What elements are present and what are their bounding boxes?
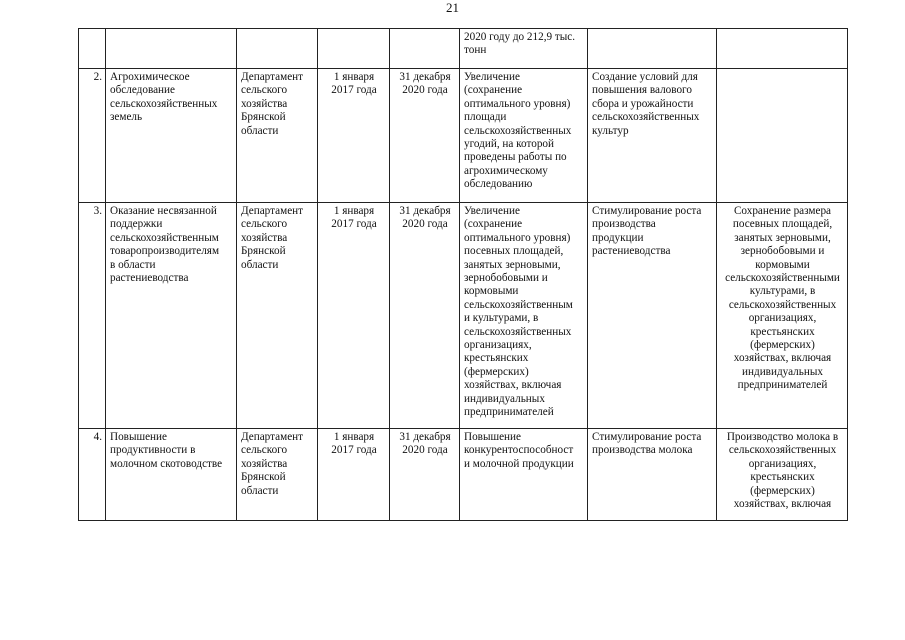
cell-text-line: (фермерских)	[750, 339, 815, 352]
cell-text-line: сельскохозяйственных	[464, 124, 572, 137]
cell-text-line: хозяйства	[241, 457, 288, 470]
cell-text-line: занятых зерновыми,	[734, 231, 831, 244]
table-row	[79, 69, 848, 203]
cell-text-line: тонн	[464, 44, 487, 57]
cell-text-line: сельского	[241, 218, 288, 231]
cell-text-line: Увеличение	[464, 71, 520, 83]
cell-text-line: Департамент	[241, 431, 304, 443]
cell-text-line: Повышение	[464, 431, 521, 443]
cell-text-line: угодий, на которой	[464, 138, 555, 151]
cell-text-line: хозяйствах, включая	[464, 379, 562, 392]
cell-text-line: 2020 года	[402, 444, 448, 457]
table-row	[79, 203, 848, 429]
cell-text-line: Оказание несвязанной	[110, 205, 217, 217]
cell-expected-result	[460, 429, 588, 521]
cell-text-line: Департамент	[241, 71, 304, 83]
cell-start-date	[318, 429, 390, 521]
cell-indicator	[717, 69, 848, 203]
cell-text-line: сельскохозяйственным	[464, 298, 573, 311]
cell-expected-result	[460, 29, 588, 69]
cell-text-line: производства молока	[592, 444, 693, 457]
cell-text-line: зернобобовыми и	[464, 272, 548, 285]
cell-text-line: 2020 года	[402, 218, 448, 231]
cell-text-line: 2020 году до 212,9 тыс.	[464, 31, 576, 43]
cell-link	[588, 29, 717, 69]
cell-text-line: сельскохозяйственных	[110, 97, 218, 110]
cell-text-line: Создание условий для	[592, 71, 698, 83]
cell-text-line: 2017 года	[331, 84, 377, 97]
cell-text-line: поддержки	[110, 218, 163, 231]
cell-text-line: земель	[110, 111, 143, 124]
cell-measure-name	[106, 29, 237, 69]
cell-text-line: Брянской	[241, 471, 286, 484]
cell-text-line: посевных площадей,	[464, 245, 564, 258]
cell-indicator	[717, 429, 848, 521]
cell-text-line: организациях,	[748, 312, 817, 325]
cell-link	[588, 69, 717, 203]
cell-expected-result	[460, 203, 588, 429]
cell-end-date	[390, 429, 460, 521]
cell-text-line: Брянской	[241, 245, 286, 258]
cell-text-line: области	[241, 124, 279, 137]
cell-text-line: культурами, в	[749, 285, 816, 298]
cell-text-line: предпринимателей	[464, 406, 554, 419]
cell-text-line: области	[241, 258, 279, 271]
cell-measure-name	[106, 69, 237, 203]
cell-text-line: сельскохозяйственных	[728, 444, 837, 457]
cell-text-line: и молочной продукции	[464, 457, 574, 470]
cell-text-line: сельскохозяйственным	[110, 231, 219, 244]
cell-text-line: 2017 года	[331, 444, 377, 457]
cell-text-line: 31 декабря	[399, 431, 451, 443]
cell-row-number: 4.	[79, 429, 106, 521]
cell-text-line: Производство молока в	[726, 431, 839, 443]
cell-text-line: (сохранение	[464, 218, 523, 231]
cell-link	[588, 203, 717, 429]
cell-text-line: 1 января	[333, 205, 375, 217]
cell-text-line: хозяйствах, включая	[733, 498, 832, 511]
cell-executor	[237, 203, 318, 429]
measures-table	[78, 28, 848, 521]
cell-text-line: (сохранение	[464, 84, 523, 97]
cell-text-line: кормовыми	[755, 258, 810, 271]
cell-row-number	[79, 29, 106, 69]
cell-text-line: растениеводства	[110, 272, 189, 285]
cell-text-line: сельского	[241, 84, 288, 97]
cell-text-line: крестьянских	[464, 352, 529, 365]
cell-text-line: конкурентоспособност	[464, 444, 574, 457]
cell-text-line: крестьянских	[750, 471, 815, 484]
cell-text-line: оптимального уровня)	[464, 231, 571, 244]
cell-text-line: 31 декабря	[399, 205, 451, 217]
cell-text-line: продукции	[592, 231, 644, 244]
cell-text-line: занятых зерновыми,	[464, 258, 561, 271]
cell-end-date	[390, 69, 460, 203]
cell-expected-result	[460, 69, 588, 203]
cell-text-line: кормовыми	[464, 285, 519, 298]
cell-text-line: культур	[592, 124, 629, 137]
cell-text-line: хозяйства	[241, 231, 288, 244]
page-number: 21	[446, 0, 459, 15]
cell-text-line: товаропроизводителям	[110, 245, 220, 258]
cell-text-line: организациях,	[748, 457, 817, 470]
cell-executor	[237, 29, 318, 69]
cell-text-line: 31 декабря	[399, 71, 451, 83]
cell-text-line: предпринимателей	[737, 379, 828, 392]
cell-text-line: сельского	[241, 444, 288, 457]
cell-text-line: сельскохозяйственных	[728, 298, 837, 311]
cell-text-line: 1 января	[333, 71, 375, 83]
cell-text-line: Стимулирование роста	[592, 431, 702, 443]
cell-text-line: растениеводства	[592, 245, 671, 258]
cell-text-line: сельскохозяйственными	[725, 272, 840, 285]
cell-text-line: хозяйствах, включая	[733, 352, 832, 365]
cell-text-line: (фермерских)	[464, 365, 529, 378]
cell-text-line: обследование	[110, 84, 175, 97]
cell-measure-name	[106, 429, 237, 521]
cell-text-line: производства	[592, 218, 656, 231]
cell-text-line: индивидуальных	[742, 365, 823, 378]
cell-text-line: Сохранение размера	[733, 205, 832, 217]
cell-text-line: проведены работы по	[464, 151, 567, 164]
table-row	[79, 429, 848, 521]
cell-text-line: Стимулирование роста	[592, 205, 702, 217]
cell-text-line: Департамент	[241, 205, 304, 217]
cell-text-line: оптимального уровня)	[464, 97, 571, 110]
cell-indicator	[717, 203, 848, 429]
cell-text-line: сбора и урожайности	[592, 97, 694, 110]
cell-text-line: Повышение	[110, 431, 167, 443]
cell-link	[588, 429, 717, 521]
cell-text-line: площади	[464, 111, 507, 124]
cell-text-line: и культурами, в	[464, 312, 539, 325]
cell-start-date	[318, 203, 390, 429]
cell-text-line: индивидуальных	[464, 392, 545, 405]
cell-end-date	[390, 203, 460, 429]
cell-start-date	[318, 69, 390, 203]
cell-text-line: повышения валового	[592, 84, 692, 97]
cell-text-line: сельскохозяйственных	[464, 325, 572, 338]
cell-text-line: 1 января	[333, 431, 375, 443]
cell-text-line: продуктивности в	[110, 444, 196, 457]
cell-text-line: области	[241, 484, 279, 497]
cell-text-line: организациях,	[464, 339, 532, 352]
cell-text-line: Увеличение	[464, 205, 520, 217]
cell-indicator	[717, 29, 848, 69]
cell-text-line: 2017 года	[331, 218, 377, 231]
cell-end-date	[390, 29, 460, 69]
cell-text-line: посевных площадей,	[732, 218, 833, 231]
cell-text-line: сельскохозяйственных	[592, 111, 700, 124]
cell-start-date	[318, 29, 390, 69]
cell-text-line: хозяйства	[241, 97, 288, 110]
cell-executor	[237, 69, 318, 203]
cell-text-line: (фермерских)	[750, 484, 815, 497]
cell-text-line: Агрохимическое	[110, 71, 190, 83]
cell-text-line: 2020 года	[402, 84, 448, 97]
cell-text-line: крестьянских	[750, 325, 815, 338]
cell-executor	[237, 429, 318, 521]
cell-text-line: обследованию	[464, 178, 533, 191]
cell-text-line: молочном скотоводстве	[110, 457, 223, 470]
table-row	[79, 29, 848, 69]
cell-text-line: агрохимическому	[464, 164, 548, 177]
cell-text-line: в области	[110, 258, 156, 271]
cell-row-number: 2.	[79, 69, 106, 203]
cell-row-number: 3.	[79, 203, 106, 429]
cell-text-line: зернобобовыми и	[740, 245, 825, 258]
cell-text-line: Брянской	[241, 111, 286, 124]
cell-measure-name	[106, 203, 237, 429]
